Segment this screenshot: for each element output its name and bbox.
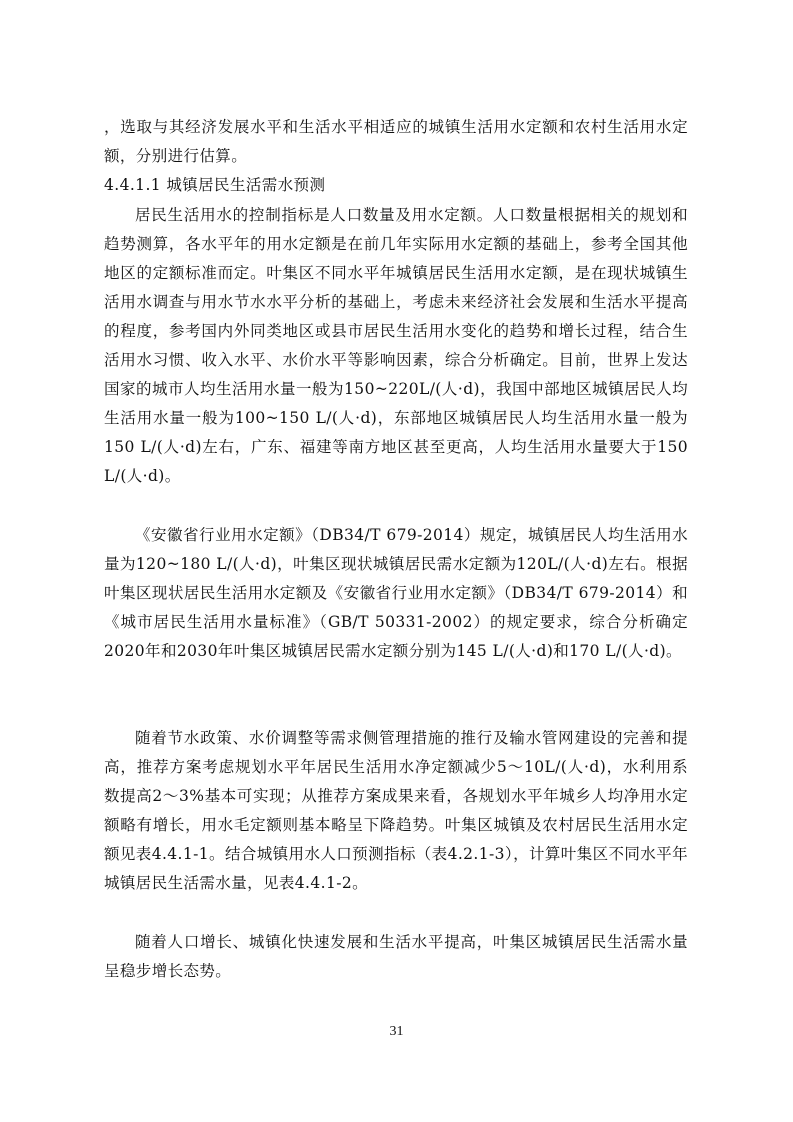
continued-paragraph: ，选取与其经济发展水平和生活水平相适应的城镇生活用水定额和农村生活用水定额，分别进行估算。 <box>104 118 688 165</box>
section-heading: 4.4.1.1 城镇居民生活需水预测 <box>104 176 326 194</box>
paragraph-provincial-standard: 《安徽省行业用水定额》（DB34/T 679-2014）规定，城镇居民人均生活用水量为120~180 L/(人·d)，叶集区现状城镇居民需水定额为120L/(人·d)左右。根据叶集区现状居民生活用水定额及《安徽省行业用水定额》（DB34/T 679-2014）和《城市居民生活用水量标准》（GB/T 50331-2002）的规定要求，综合分析确定2020年和2030年叶集区城镇居民需水定额分别为145 L/(人·d)和170 L/(人·d)。 <box>104 526 688 660</box>
paragraph-quota-indicators-block <box>104 201 688 491</box>
paragraph-demand-management: 随着节水政策、水价调整等需求侧管理措施的推行及输水管网建设的完善和提高，推荐方案考虑规划水平年居民生活用水净定额减少5～10L/(人·d)，水利用系数提高2～3%基本可实现；从推荐方案成果来看，各规划水平年城乡人均净用水定额略有增长，用水毛定额则基本略呈下降趋势。叶集区城镇及农村居民生活用水定额见表4.4.1-1。结合城镇用水人口预测指标（表4.2.1-3），计算叶集区不同水平年城镇居民生活需水量，见表4.4.1-2。 <box>104 729 688 892</box>
continued-paragraph-block <box>104 113 688 171</box>
paragraph-growth-trend: 随着人口增长、城镇化快速发展和生活水平提高，叶集区城镇居民生活需水量呈稳步增长态势。 <box>104 933 688 980</box>
paragraph-growth-trend-block <box>104 928 688 986</box>
paragraph-demand-management-block <box>104 724 688 898</box>
paragraph-provincial-standard-block <box>104 521 688 666</box>
section-heading-block <box>104 171 688 200</box>
page-number: 31 <box>389 1024 404 1039</box>
paragraph-quota-indicators: 居民生活用水的控制指标是人口数量及用水定额。人口数量根据相关的规划和趋势测算，各水平年的用水定额是在前几年实际用水定额的基础上，参考全国其他地区的定额标准而定。叶集区不同水平年城镇居民生活用水定额，是在现状城镇生活用水调查与用水节水水平分析的基础上，考虑未来经济社会发展和生活水平提高的程度，参考国内外同类地区或县市居民生活用水变化的趋势和增长过程，结合生活用水习惯、收入水平、水价水平等影响因素，综合分析确定。目前，世界上发达国家的城市人均生活用水量一般为150~220L/(人·d)，我国中部地区城镇居民人均生活用水量一般为100~150 L/(人·d)，东部地区城镇居民人均生活用水量一般为150 L/(人·d)左右，广东、福建等南方地区甚至更高，人均生活用水量要大于150 L/(人·d)。 <box>104 206 688 485</box>
